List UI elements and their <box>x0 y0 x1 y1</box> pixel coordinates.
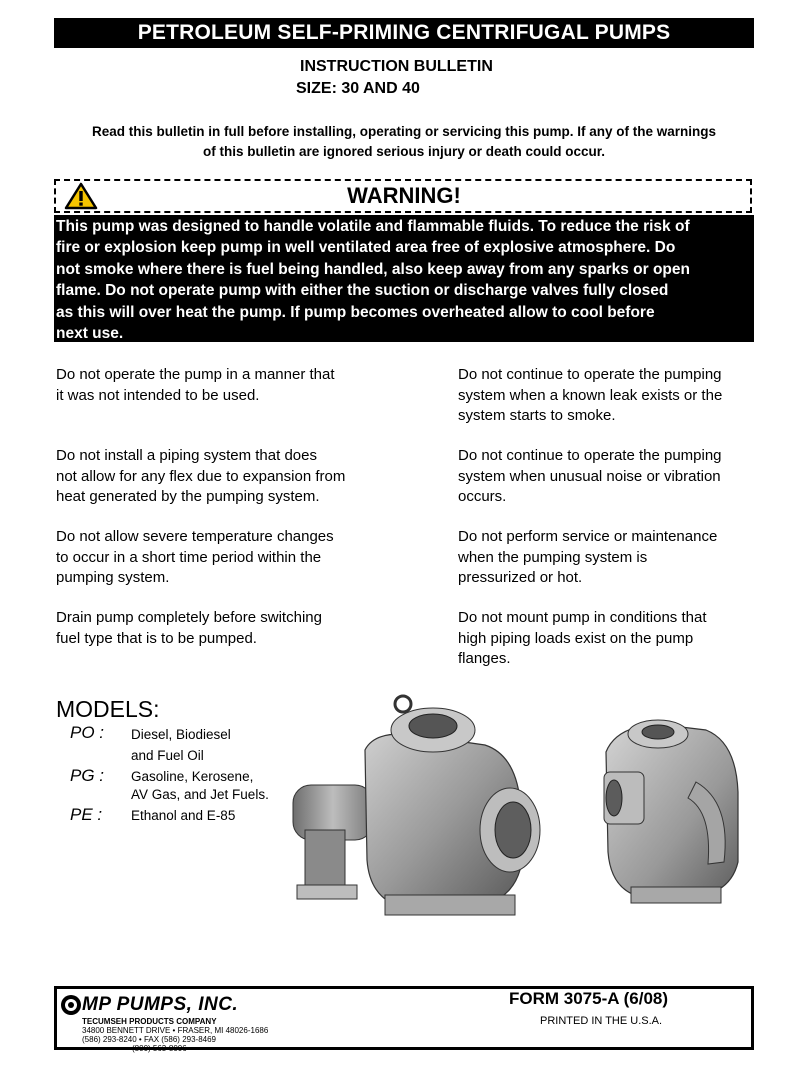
model-code-pg: PG : <box>70 766 105 785</box>
warning-item-line: Do not operate the pump in a manner that <box>56 366 335 383</box>
warning-line: flame. Do not operate pump with either the suction or discharge valves fully closed <box>56 282 669 300</box>
warning-item-line: Do not install a piping system that does <box>56 447 317 464</box>
warning-item-line: occurs. <box>458 488 507 505</box>
warning-item-line: it was not intended to be used. <box>56 386 260 404</box>
warning-item-line: Do not continue to operate the pumping <box>458 447 722 464</box>
warning-item-line: Do not allow severe temperature changes <box>56 528 334 545</box>
warning-text <box>54 215 754 342</box>
intro-line: Read this bulletin in full before installing, operating or servicing this pump. If any of the warnings <box>91 124 717 139</box>
warning-item-line: pressurized or hot. <box>458 569 583 586</box>
warning-item <box>458 608 706 670</box>
company-logo-icon <box>60 994 82 1016</box>
warning-item-line: Drain pump completely before switching <box>56 609 322 626</box>
model-desc-pg: Gasoline, Kerosene, <box>131 769 254 784</box>
model-desc-po-2: and Fuel Oil <box>131 748 204 763</box>
company-address: 34800 BENNETT DRIVE • FRASER, MI 48026-1686 <box>82 1026 269 1035</box>
model-desc-pg-2: AV Gas, and Jet Fuels. <box>131 787 269 802</box>
bulletin-label: INSTRUCTION BULLETIN <box>300 58 493 75</box>
warning-item-line: not allow for any flex due to expansion from <box>56 467 346 485</box>
right-warnings-column <box>458 365 758 675</box>
warning-line: fire or explosion keep pump in well ventilated area free of explosive atmosphere. Do <box>56 239 676 257</box>
model-desc-po: Diesel, Biodiesel <box>131 727 231 742</box>
warning-item <box>56 446 345 508</box>
warning-line: as this will over heat the pump. If pump becomes overheated allow to cool before <box>56 303 655 321</box>
warning-item-line: to occur in a short time period within the <box>56 548 322 566</box>
warning-line: not smoke where there is fuel being handled, also keep away from any sparks or open <box>56 260 690 278</box>
model-code-pe: PE : <box>70 805 103 824</box>
warning-item-line: system when unusual noise or vibration <box>458 467 721 485</box>
warning-item-line: Do not perform service or maintenance <box>458 528 718 545</box>
warning-title: WARNING! <box>347 183 461 208</box>
left-warnings-column <box>56 365 436 665</box>
form-number: FORM 3075-A (6/08) <box>509 989 669 1008</box>
page-title: PETROLEUM SELF-PRIMING CENTRIFUGAL PUMPS <box>54 18 754 48</box>
model-code-po: PO : <box>70 723 105 742</box>
warning-line: This pump was designed to handle volatile and flammable fluids. To reduce the risk of <box>56 218 690 235</box>
warning-item <box>458 527 717 589</box>
intro-line: of this bulletin are ignored serious injury or death could occur. <box>202 144 606 159</box>
model-desc-pe: Ethanol and E-85 <box>131 808 236 823</box>
warning-item-line: high piping loads exist on the pump <box>458 629 694 647</box>
company-phone: (586) 293-8240 • FAX (586) 293-8469 <box>82 1035 216 1044</box>
warning-item <box>458 365 722 427</box>
warning-item-line: system starts to smoke. <box>458 407 616 424</box>
company-division: TECUMSEH PRODUCTS COMPANY <box>82 1017 217 1026</box>
warning-item <box>56 527 334 589</box>
models-heading: MODELS: <box>56 696 160 722</box>
warning-item-line: system when a known leak exists or the <box>458 386 723 404</box>
intro-notice <box>50 122 758 162</box>
warning-item <box>56 608 322 649</box>
warning-item-line: pumping system. <box>56 569 170 586</box>
pump-rear-illustration <box>596 712 746 912</box>
warning-item <box>56 365 335 406</box>
printed-in: PRINTED IN THE U.S.A. <box>540 1015 663 1027</box>
warning-item-line: Do not mount pump in conditions that <box>458 609 707 626</box>
warning-item <box>458 446 722 508</box>
warning-line: next use. <box>56 325 124 343</box>
warning-item-line: flanges. <box>458 650 511 667</box>
company-tollfree: (800) 563-8006 <box>132 1044 187 1053</box>
warning-item-line: Do not continue to operate the pumping <box>458 366 722 383</box>
pump-front-illustration <box>285 690 550 930</box>
warning-item-line: fuel type that is to be pumped. <box>56 629 257 647</box>
warning-item-line: heat generated by the pumping system. <box>56 488 320 505</box>
company-name: MP PUMPS, INC. <box>82 994 239 1015</box>
bulletin-size: SIZE: 30 AND 40 <box>296 80 420 97</box>
warning-item-line: when the pumping system is <box>458 548 648 566</box>
company-address-block <box>82 1017 268 1053</box>
